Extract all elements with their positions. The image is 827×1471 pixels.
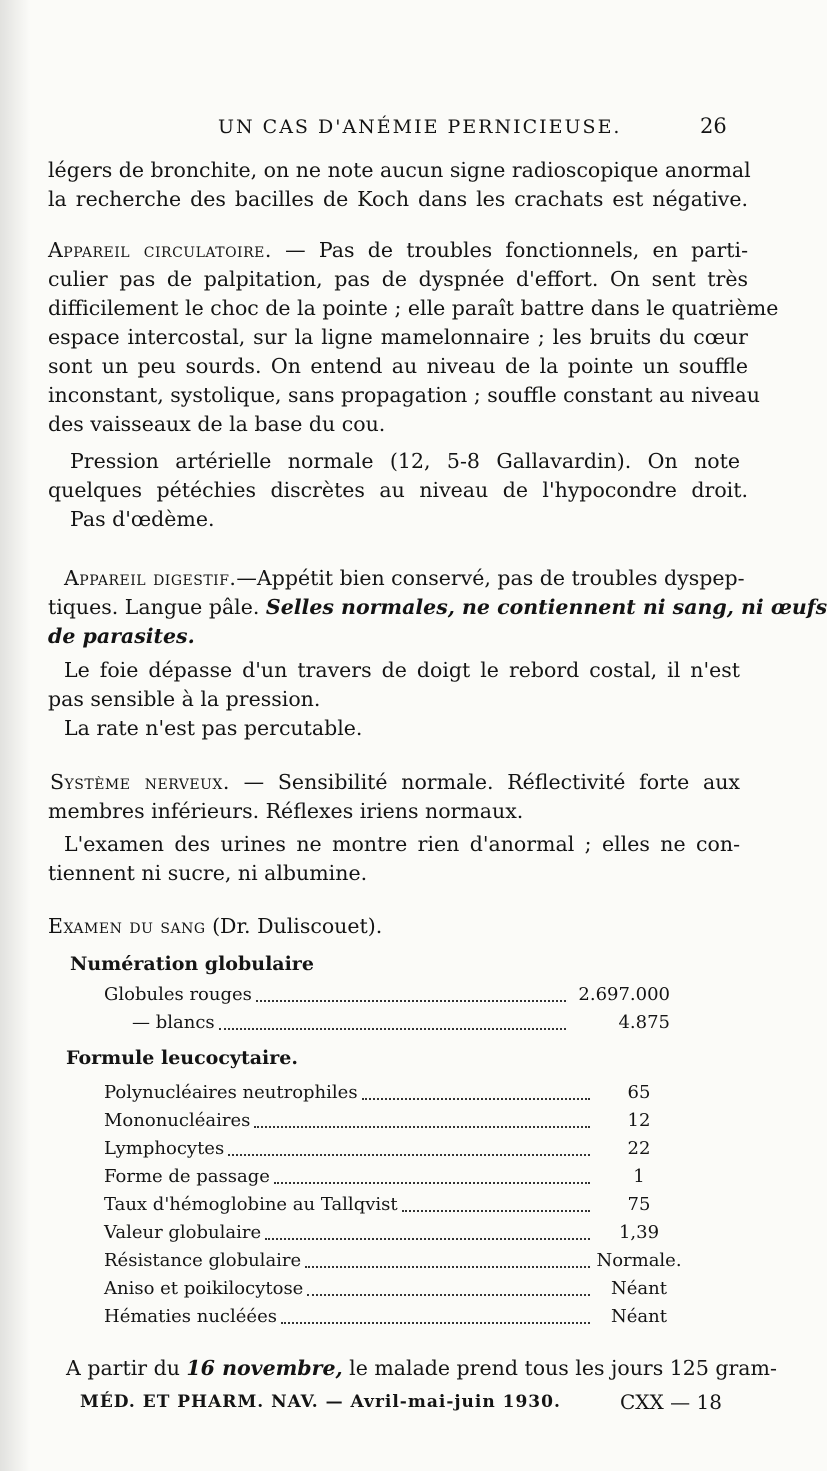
section-nervous-first-line xyxy=(50,768,740,796)
table-row xyxy=(104,1194,684,1220)
section-digestive-first-line xyxy=(64,564,745,592)
row-value: 65 xyxy=(627,1082,651,1103)
subheading-numeration: Numération globulaire xyxy=(70,953,314,975)
row-label: Forme de passage xyxy=(104,1166,270,1187)
row-label: Polynucléaires neutrophiles xyxy=(104,1082,358,1103)
row-label: — blancs xyxy=(132,1012,215,1033)
text-line: membres inférieurs. Réflexes iriens normaux. xyxy=(48,799,524,823)
table-row xyxy=(104,1166,684,1192)
section-blood-heading-line xyxy=(48,912,748,940)
text-run: — Sensibilité normale. Réflectivité forte aux xyxy=(229,770,740,794)
text-line: Le foie dépasse d'un travers de doigt le rebord costal, il n'est xyxy=(64,658,740,682)
text-line: inconstant, systolique, sans propagation ; souffle constant au niveau xyxy=(48,383,760,407)
row-label: Mononucléaires xyxy=(104,1110,251,1131)
text-line: tiennent ni sucre, ni albumine. xyxy=(48,861,368,885)
leader-dots xyxy=(219,1028,566,1030)
text-run: —Appétit bien conservé, pas de troubles dyspep- xyxy=(236,566,745,590)
text-line: La rate n'est pas percutable. xyxy=(64,716,363,740)
table-row xyxy=(104,984,670,1010)
row-label: Résistance globulaire xyxy=(104,1250,302,1271)
text-run: — Pas de troubles fonctionnels, en parti- xyxy=(271,238,748,262)
table-row xyxy=(104,1082,684,1108)
text-line: sont un peu sourds. On entend au niveau de la pointe un souffle xyxy=(48,354,748,378)
leader-dots xyxy=(228,1154,590,1156)
running-head xyxy=(0,116,800,146)
leader-dots xyxy=(254,1126,590,1128)
table-row xyxy=(104,1250,684,1276)
row-value: 12 xyxy=(627,1110,651,1131)
italic-date: 16 novembre, xyxy=(186,1356,343,1380)
row-value: 4.875 xyxy=(618,1012,670,1033)
leader-dots xyxy=(256,1000,566,1002)
row-value: Néant xyxy=(611,1306,667,1327)
subheading-formula: Formule leucocytaire. xyxy=(66,1047,298,1069)
closing-line xyxy=(66,1354,777,1382)
section-heading-circulatory: Appareil circulatoire. xyxy=(48,238,272,262)
row-label: Valeur globulaire xyxy=(104,1222,262,1243)
row-label: Aniso et poikilocytose xyxy=(104,1278,304,1299)
leader-dots xyxy=(265,1238,590,1240)
section-heading-nervous: Système nerveux. xyxy=(50,770,230,794)
text-run: (Dr. Duliscouet). xyxy=(205,914,383,938)
text-run: tiques. Langue pâle. xyxy=(48,595,266,619)
row-value: 75 xyxy=(627,1194,651,1215)
text-line: pas sensible à la pression. xyxy=(48,687,321,711)
text-line: la recherche des bacilles de Koch dans les crachats est négative. xyxy=(48,187,748,211)
row-value: Néant xyxy=(611,1278,667,1299)
text-run: le malade prend tous les jours 125 gram- xyxy=(342,1356,777,1380)
section-heading-digestive: Appareil digestif. xyxy=(64,566,237,590)
page-footer xyxy=(80,1392,720,1420)
leader-dots xyxy=(281,1322,590,1324)
table-row xyxy=(132,1012,670,1038)
leader-dots xyxy=(274,1182,590,1184)
running-title: UN CAS D'ANÉMIE PERNICIEUSE. xyxy=(218,116,622,138)
row-value: 1,39 xyxy=(618,1222,660,1243)
footer-signature: CXX — 18 xyxy=(620,1390,722,1414)
italic-text-line: de parasites. xyxy=(48,624,195,648)
text-line: espace intercostal, sur la ligne mamelonnaire ; les bruits du cœur xyxy=(48,325,748,349)
text-line xyxy=(48,593,827,621)
text-line: culier pas de palpitation, pas de dyspnée d'effort. On sent très xyxy=(48,267,748,291)
row-value: 1 xyxy=(633,1166,645,1187)
row-label: Lymphocytes xyxy=(104,1138,225,1159)
row-value: 22 xyxy=(627,1138,651,1159)
page-edge-shadow xyxy=(0,0,30,1471)
row-label: Globules rouges xyxy=(104,984,252,1005)
text-line: Pression artérielle normale (12, 5-8 Gallavardin). On note xyxy=(70,449,740,473)
table-row xyxy=(104,1222,684,1248)
text-line: légers de bronchite, on ne note aucun signe radioscopique anormal xyxy=(48,158,751,182)
table-row xyxy=(104,1110,684,1136)
leader-dots xyxy=(362,1098,590,1100)
text-line: difficilement le choc de la pointe ; elle paraît battre dans le quatrième xyxy=(48,296,779,320)
text-line: L'examen des urines ne montre rien d'anormal ; elles ne con- xyxy=(64,832,740,856)
table-row xyxy=(104,1138,684,1164)
row-value: 2.697.000 xyxy=(578,984,670,1005)
table-row xyxy=(104,1306,684,1332)
text-run: A partir du xyxy=(66,1356,187,1380)
text-line: Pas d'œdème. xyxy=(70,507,215,531)
text-line: des vaisseaux de la base du cou. xyxy=(48,412,386,436)
leader-dots xyxy=(307,1294,590,1296)
section-heading-blood: Examen du sang xyxy=(48,914,206,938)
row-value: Normale. xyxy=(596,1250,682,1271)
leader-dots xyxy=(402,1210,590,1212)
leader-dots xyxy=(305,1266,590,1268)
page-number: 26 xyxy=(700,114,727,138)
text-line: quelques pétéchies discrètes au niveau de l'hypocondre droit. xyxy=(48,478,748,502)
section-circulatory-first-line xyxy=(48,236,748,264)
italic-text-run: Selles normales, ne contiennent ni sang, ni œufs xyxy=(265,595,827,619)
footer-journal: MÉD. ET PHARM. NAV. — Avril-mai-juin 1930. xyxy=(80,1392,561,1412)
row-label: Taux d'hémoglobine au Tallqvist xyxy=(104,1194,398,1215)
table-row xyxy=(104,1278,684,1304)
row-label: Hématies nucléées xyxy=(104,1306,277,1327)
